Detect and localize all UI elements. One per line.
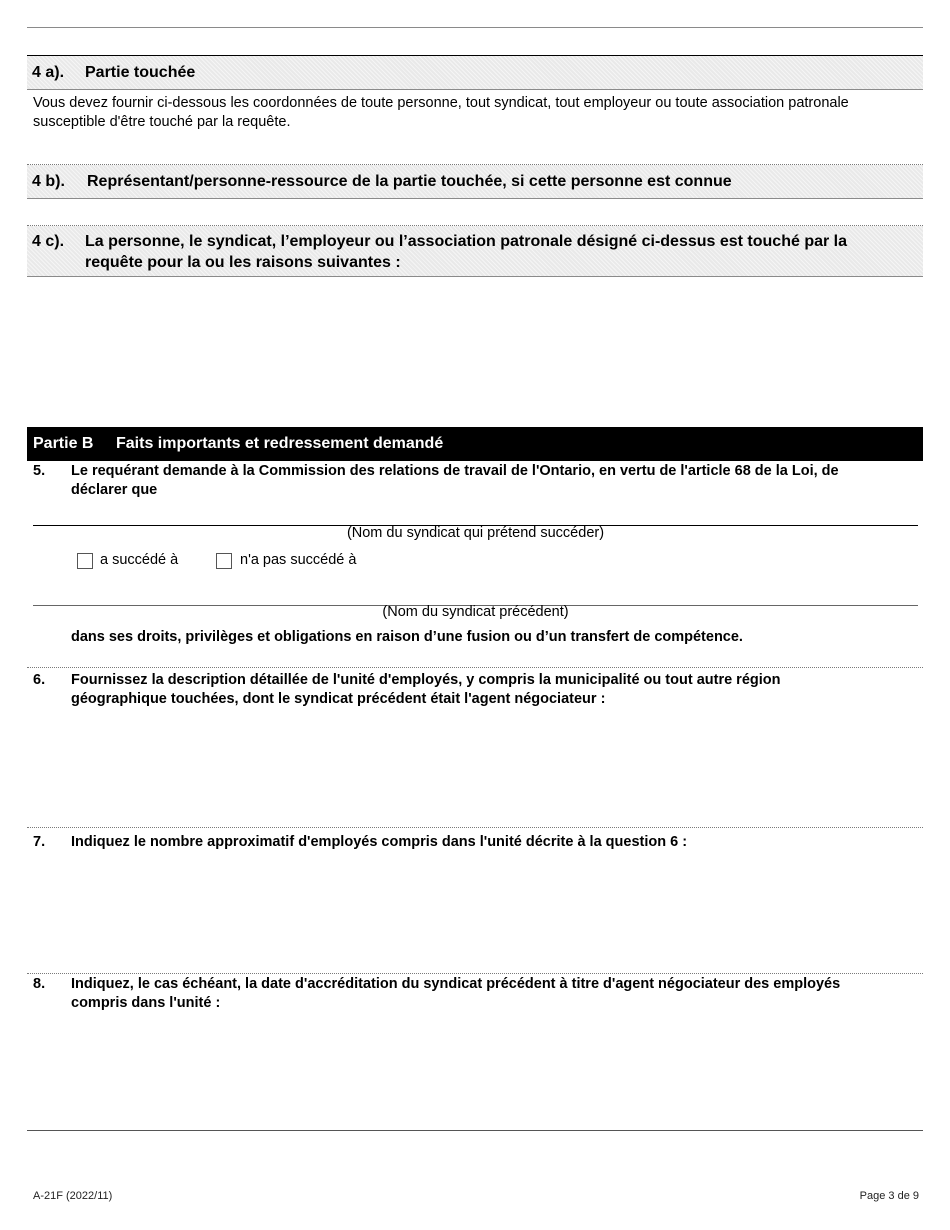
predecessor-union-caption: (Nom du syndicat précédent) bbox=[382, 604, 569, 620]
section-4c-title bbox=[85, 231, 921, 273]
section-4b-title: Représentant/personne-ressource de la partie touchée, si cette personne est connue bbox=[87, 173, 732, 190]
question-8-text bbox=[71, 975, 911, 1013]
section-4a-number: 4 a). bbox=[32, 64, 65, 81]
successor-union-caption: (Nom du syndicat qui prétend succéder) bbox=[346, 525, 605, 541]
predecessor-union-field[interactable] bbox=[33, 580, 918, 605]
section-4b-header bbox=[27, 165, 923, 198]
section-4a-header bbox=[27, 56, 923, 89]
top-rule bbox=[27, 27, 923, 28]
question-7-divider bbox=[27, 827, 923, 828]
question-5-text-line2: déclarer que bbox=[71, 482, 158, 498]
succeeded-checkbox[interactable] bbox=[77, 553, 93, 569]
section-4c-bottom-border bbox=[27, 276, 923, 277]
question-6-text-line2: géographique touchées, dont le syndicat précédent était l'agent négociateur : bbox=[71, 691, 606, 707]
question-8-answer-area[interactable] bbox=[27, 1016, 923, 1128]
section-4c-header bbox=[27, 226, 923, 276]
partie-b-title: Faits importants et redressement demandé bbox=[116, 435, 444, 452]
question-5-closing-text: dans ses droits, privilèges et obligations en raison d’une fusion ou d’un transfert de compétence. bbox=[71, 629, 743, 645]
not-succeeded-checkbox[interactable] bbox=[216, 553, 232, 569]
question-7-answer-area[interactable] bbox=[27, 856, 923, 971]
question-7-text: Indiquez le nombre approximatif d'employés compris dans l'unité décrite à la question 6 : bbox=[71, 834, 688, 850]
question-6-text-line1: Fournissez la description détaillée de l'unité d'employés, y compris la municipalité ou tout autre région bbox=[71, 672, 781, 688]
question-6-number: 6. bbox=[33, 672, 46, 688]
section-4c-number: 4 c). bbox=[32, 233, 65, 250]
question-5-text-line1: Le requérant demande à la Commission des relations de travail de l'Ontario, en vertu de l'article 68 de la Loi, de bbox=[71, 463, 839, 479]
section-4a-title: Partie touchée bbox=[85, 64, 196, 81]
section-4a-bottom-border bbox=[27, 89, 923, 90]
question-8-divider bbox=[27, 973, 923, 974]
succeeded-label: a succédé à bbox=[100, 552, 179, 568]
question-8-number: 8. bbox=[33, 976, 46, 992]
section-4c-title-line2: requête pour la ou les raisons suivantes : bbox=[85, 254, 401, 271]
section-4b-number: 4 b). bbox=[32, 173, 65, 190]
question-5-text bbox=[71, 462, 911, 500]
question-8-text-line2: compris dans l'unité : bbox=[71, 995, 221, 1011]
section-4a-instructions bbox=[33, 94, 923, 132]
footer-page-number: Page 3 de 9 bbox=[859, 1190, 919, 1202]
question-6-divider bbox=[27, 667, 923, 668]
question-7-number: 7. bbox=[33, 834, 46, 850]
question-6-text bbox=[71, 671, 911, 709]
partie-b-banner bbox=[27, 427, 923, 461]
section-4c-title-line1: La personne, le syndicat, l’employeur ou l’association patronale désigné ci-dessus est touché par la bbox=[85, 233, 847, 250]
question-8-text-line1: Indiquez, le cas échéant, la date d'accréditation du syndicat précédent à titre d'agent négociateur des employés bbox=[71, 976, 841, 992]
section-4a-instructions-line2: susceptible d'être touché par la requête. bbox=[33, 114, 291, 130]
question-5-number: 5. bbox=[33, 463, 46, 479]
partie-b-label: Partie B bbox=[33, 435, 94, 452]
section-4b-bottom-border bbox=[27, 198, 923, 199]
footer-form-code: A-21F (2022/11) bbox=[33, 1190, 113, 1202]
question-6-answer-area[interactable] bbox=[27, 712, 923, 824]
bottom-rule bbox=[27, 1130, 923, 1131]
section-4a-instructions-line1: Vous devez fournir ci-dessous les coordonnées de toute personne, tout syndicat, tout employeur ou toute association patronale bbox=[33, 95, 849, 111]
successor-union-field[interactable] bbox=[33, 500, 918, 525]
section-4c-answer-area[interactable] bbox=[27, 278, 923, 424]
not-succeeded-label: n'a pas succédé à bbox=[240, 552, 357, 568]
